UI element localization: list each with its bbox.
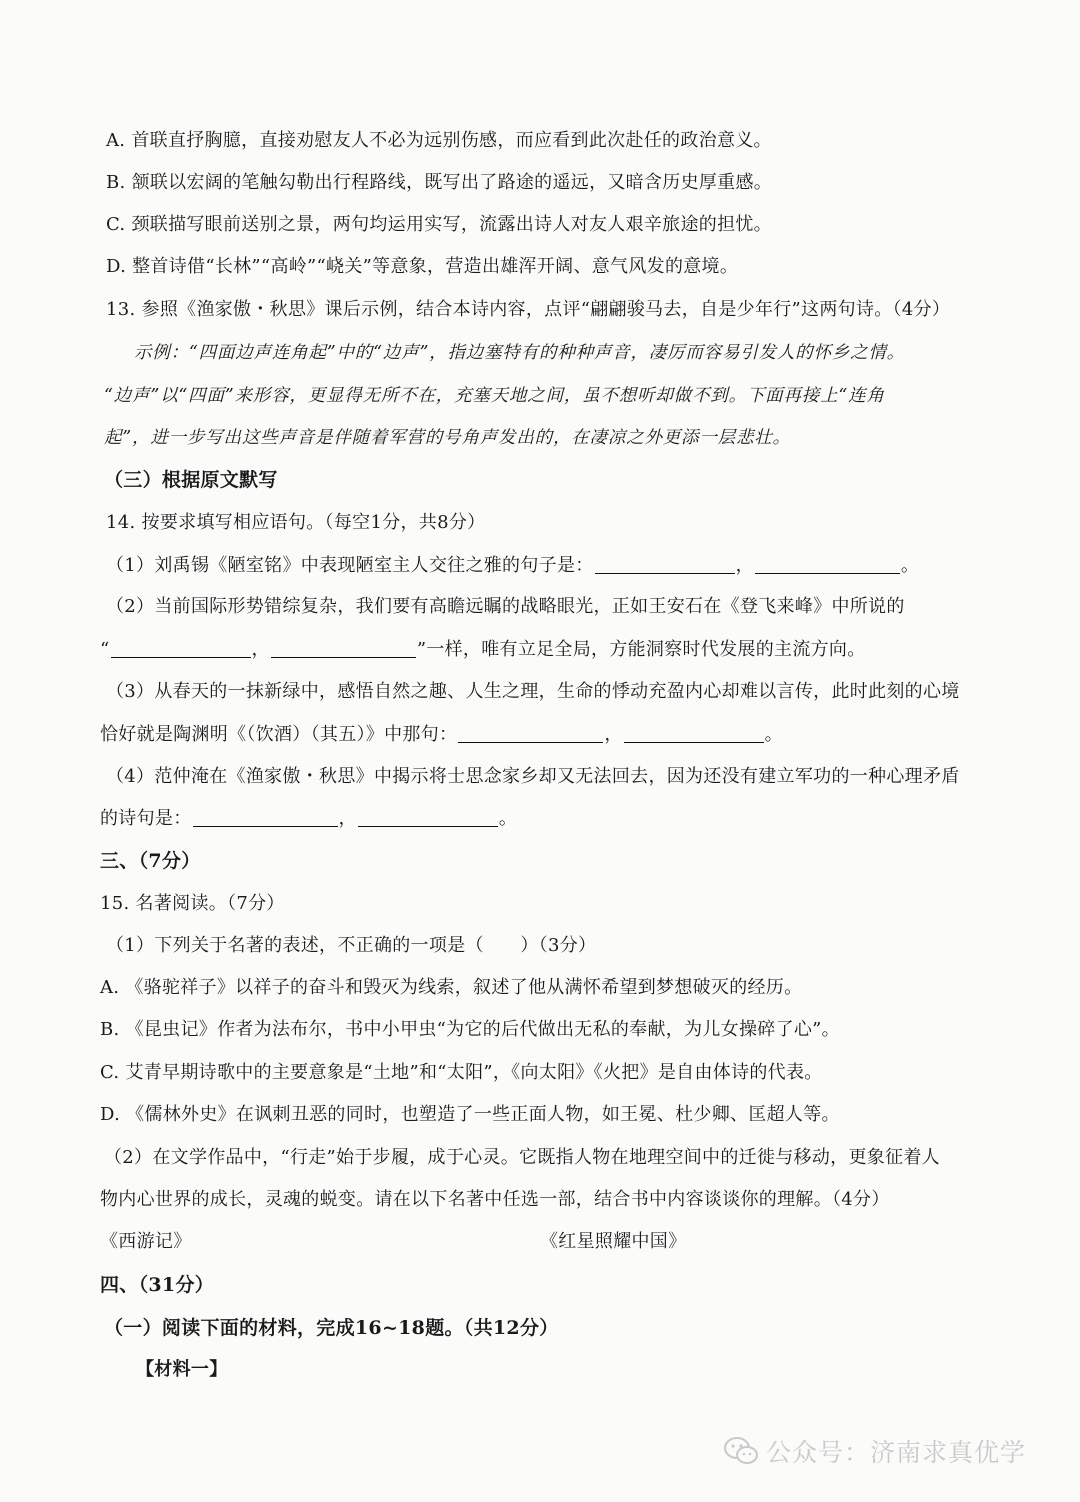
q14-p4-line1: （4）范仲淹在《渔家傲・秋思》中揭示将士思念家乡却又无法回去，因为还没有建立军功的一种心理矛盾	[106, 766, 960, 787]
book-option-red-star[interactable]: 《红星照耀中国》	[540, 1231, 687, 1252]
answer-blank[interactable]	[595, 555, 735, 574]
section-dictation-heading: （三）根据原文默写	[104, 469, 278, 491]
q12-option-a: A. 首联直抒胸臆，直接劝慰友人不必为远别伤感，而应看到此次赴任的政治意义。	[106, 130, 772, 151]
q14-part-3	[100, 722, 1020, 748]
answer-blank[interactable]	[458, 724, 603, 743]
period: 。	[900, 555, 920, 576]
answer-blank[interactable]	[755, 555, 900, 574]
comma: ，	[338, 808, 357, 829]
q14-part-1	[106, 553, 1020, 579]
q14-p4-text: 的诗句是：	[100, 808, 192, 829]
watermark	[724, 1433, 1026, 1469]
q13-example-line-2: “边声”以“四面”来形容，更显得无所不在，充塞天地之间，虽不想听却做不到。下面再接上“连角	[104, 386, 885, 406]
answer-blank[interactable]	[111, 639, 251, 658]
q14-p2-tail: ”一样，唯有立足全局，方能洞察时代发展的主流方向。	[416, 639, 866, 660]
q14-part-2	[100, 637, 1020, 663]
part-three-heading: 三、（7分）	[100, 850, 201, 872]
q14-p3-line1: （3）从春天的一抹新绿中，感悟自然之趣、人生之理，生命的悸动充盈内心却难以言传，此时此刻的心境	[106, 681, 960, 702]
q14-p3-text: 恰好就是陶渊明《（饮酒）（其五）》中那句：	[100, 724, 458, 745]
period: 。	[498, 808, 518, 829]
comma: ，	[251, 639, 270, 660]
q13-example-line-1: 示例：“四面边声连角起”中的“边声”，指边塞特有的种种声音，凄厉而容易引发人的怀乡之情。	[134, 343, 905, 363]
q14-part-4	[100, 806, 1020, 832]
q12-option-b: B. 颔联以宏阔的笔触勾勒出行程路线，既写出了路途的遥远，又暗含历史厚重感。	[106, 172, 773, 193]
q14-p1-text: （1）刘禹锡《陋室铭》中表现陋室主人交往之雅的句子是：	[106, 555, 594, 576]
q13-stem: 13. 参照《渔家傲・秋思》课后示例，结合本诗内容，点评“翩翩骏马去，自是少年行”这两句诗。（4分）	[106, 299, 951, 320]
answer-blank[interactable]	[624, 724, 764, 743]
q15-stem: 15. 名著阅读。（7分）	[100, 893, 285, 914]
comma: ，	[604, 724, 623, 745]
wechat-icon	[724, 1437, 758, 1465]
material-one-label: 【材料一】	[136, 1359, 228, 1380]
watermark-text: 公众号：济南求真优学	[765, 1438, 1026, 1467]
book-option-journey-west[interactable]: 《西游记》	[100, 1231, 192, 1252]
q15-option-c: C. 艾青早期诗歌中的主要意象是“土地”和“太阳”，《向太阳》《火把》是自由体诗的代表。	[100, 1062, 823, 1083]
q12-option-c: C. 颈联描写眼前送别之景，两句均运用实写，流露出诗人对友人艰辛旅途的担忧。	[106, 214, 772, 235]
answer-blank[interactable]	[193, 808, 338, 827]
section-reading-heading: （一）阅读下面的材料，完成16~18题。（共12分）	[104, 1317, 559, 1339]
q15-option-b: B. 《昆虫记》作者为法布尔，书中小甲虫“为它的后代做出无私的奉献，为儿女操碎了心”。	[100, 1019, 840, 1040]
comma: ，	[735, 555, 754, 576]
answer-blank[interactable]	[271, 639, 416, 658]
q15-sub2-line2: 物内心世界的成长，灵魂的蜕变。请在以下名著中任选一部，结合书中内容谈谈你的理解。（4分）	[100, 1189, 890, 1210]
answer-blank[interactable]	[358, 808, 498, 827]
open-quote: “	[100, 639, 110, 660]
q15-sub2-line1: （2）在文学作品中，“行走”始于步履，成于心灵。它既指人物在地理空间中的迁徙与移动，更象征着人	[104, 1147, 940, 1168]
part-four-heading: 四、（31分）	[100, 1274, 215, 1296]
q14-stem: 14. 按要求填写相应语句。（每空1分，共8分）	[106, 512, 486, 533]
q15-option-d: D. 《儒林外史》在讽刺丑恶的同时，也塑造了一些正面人物，如王冕、杜少卿、匡超人等。	[100, 1104, 840, 1125]
q15-sub1: （1）下列关于名著的表述，不正确的一项是（ ）（3分）	[106, 935, 597, 956]
q12-option-d: D. 整首诗借“长林”“高岭”“峣关”等意象，营造出雄浑开阔、意气风发的意境。	[106, 256, 739, 277]
q15-option-a: A. 《骆驼祥子》以祥子的奋斗和毁灭为线索，叙述了他从满怀希望到梦想破灭的经历。	[100, 977, 803, 998]
period: 。	[764, 724, 783, 745]
q13-example-line-3: 起”，进一步写出这些声音是伴随着军营的号角声发出的，在凄凉之外更添一层悲壮。	[104, 428, 791, 448]
q14-p2-line1: （2）当前国际形势错综复杂，我们要有高瞻远瞩的战略眼光，正如王安石在《登飞来峰》中所说的	[106, 596, 905, 617]
